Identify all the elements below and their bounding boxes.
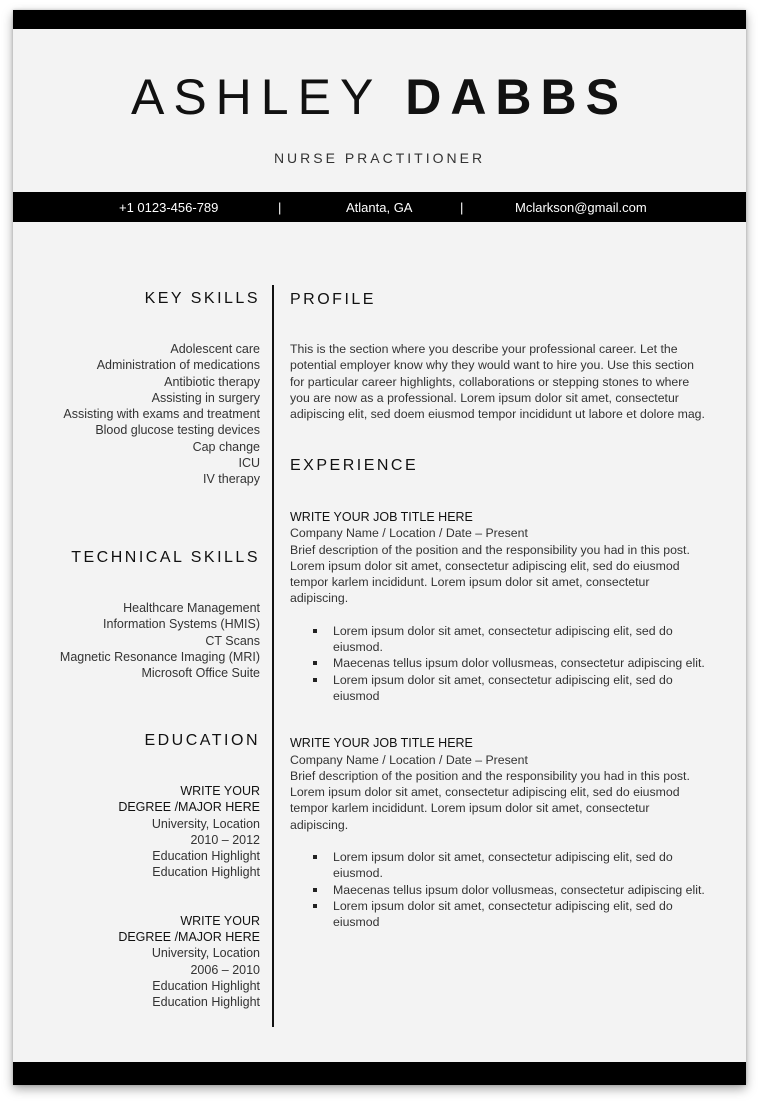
text-line: adipiscing elit, sed doem eiusmod tempor incididunt ut labore et dolore mag. [290,407,705,422]
text-line: tempor karlem incididunt. Lorem ipsum dolor sit amet, consectetur [290,801,650,816]
job-description [290,768,710,833]
contact-separator: | [460,200,464,215]
bullet-text: eiusmod. [333,640,383,655]
text-line: for particular career highlights, collaborations or stepping stones to where [290,374,690,389]
contact-phone: +1 0123-456-789 [119,200,219,215]
list-item: Antibiotic therapy [164,374,260,389]
highlight: Education Highlight [152,865,260,880]
education-entry [33,783,260,881]
profile-text [290,341,710,422]
bullet-text: Maecenas tellus ipsum dolor vollusmeas, consectetur adipiscing elit. [333,882,705,897]
years: 2010 – 2012 [190,832,260,847]
bullet-text: Maecenas tellus ipsum dolor vollusmeas, consectetur adipiscing elit. [333,656,705,671]
list-item: Magnetic Resonance Imaging (MRI) [59,649,260,664]
bullet-item [290,849,710,882]
list-item: Healthcare Management [123,601,260,615]
list-item: Information Systems (HMIS) [103,617,260,632]
job-subtitle: NURSE PRACTITIONER [273,150,486,166]
key-skills-list [33,341,260,488]
highlight: Education Highlight [152,978,260,993]
bullet-text: Lorem ipsum dolor sit amet, consectetur adipiscing elit, sed do [333,672,673,687]
education-entry [33,913,260,1011]
job-bullets [290,623,710,704]
degree-line: WRITE YOUR [180,784,260,798]
years: 2006 – 2010 [190,962,260,977]
contact-location: Atlanta, GA [346,200,413,215]
section-heading: KEY SKILLS [144,290,260,307]
degree-line: WRITE YOUR [180,913,260,928]
bottom-decor-bar [13,1062,746,1085]
bullet-item [290,672,710,705]
list-item: CT Scans [205,633,260,648]
text-line: Lorem ipsum dolor sit amet, consectetur adipiscing elit, sed do eiusmod [290,785,680,800]
bullet-text: eiusmod [333,915,380,930]
text-line: you are now as a professional. Lorem ipsum dolor sit amet, consectetur [290,390,679,405]
job-title: WRITE YOUR JOB TITLE HERE [290,736,473,751]
technical-skills-section [33,549,260,681]
key-skills-section [33,290,260,488]
list-item: IV therapy [203,472,260,487]
job-company: Company Name / Location / Date – Present [290,526,528,541]
section-heading: PROFILE [290,291,376,308]
profile-section [290,291,710,422]
contact-bar [13,192,746,222]
highlight: Education Highlight [152,849,260,864]
degree-line: DEGREE /MAJOR HERE [118,800,260,815]
resume-page [13,10,746,1085]
bullet-item [290,623,710,656]
text-line: Lorem ipsum dolor sit amet, consectetur adipiscing elit, sed do eiusmod [290,558,680,573]
section-heading: EDUCATION [144,732,260,749]
contact-separator: | [278,200,282,215]
highlight: Education Highlight [152,995,260,1010]
text-line: This is the section where you describe your professional career. Let the [290,342,678,356]
list-item: Blood glucose testing devices [95,423,260,438]
bullet-item [290,898,710,931]
bullet-item [290,882,710,898]
education-section [33,732,260,1011]
list-item: Cap change [192,439,260,454]
list-item: Microsoft Office Suite [141,666,260,681]
text-line: potential employer know why they would want to hire you. Use this section [290,358,694,373]
school: University, Location [151,816,260,831]
column-divider [272,285,274,1027]
text-line: Brief description of the position and the responsibility you had in this post. [290,542,690,557]
candidate-name [13,67,746,127]
first-name: ASHLEY [130,69,383,125]
bullet-text: Lorem ipsum dolor sit amet, consectetur adipiscing elit, sed do [333,623,673,638]
bullet-text: eiusmod. [333,866,383,881]
text-line: adipiscing. [290,817,349,832]
degree-line: DEGREE /MAJOR HERE [118,930,260,945]
job-entry [290,735,710,930]
job-entry [290,509,710,704]
job-title: WRITE YOUR JOB TITLE HERE [290,510,473,524]
top-decor-bar [13,10,746,29]
list-item: Adolescent care [170,342,260,356]
bullet-text: Lorem ipsum dolor sit amet, consectetur adipiscing elit, sed do [333,898,673,913]
job-bullets [290,849,710,930]
section-heading: TECHNICAL SKILLS [71,549,260,566]
last-name: DABBS [405,69,629,125]
text-line: adipiscing. [290,591,349,606]
job-description [290,542,710,607]
list-item: Administration of medications [96,358,260,373]
bullet-text: eiusmod [333,688,380,703]
school: University, Location [151,946,260,961]
text-line: tempor karlem incididunt. Lorem ipsum dolor sit amet, consectetur [290,575,650,590]
list-item: Assisting with exams and treatment [63,407,260,422]
list-item: ICU [238,456,260,471]
bullet-text: Lorem ipsum dolor sit amet, consectetur adipiscing elit, sed do [333,850,673,865]
list-item: Assisting in surgery [151,390,260,405]
bullet-item [290,655,710,671]
section-heading: EXPERIENCE [290,457,419,474]
text-line: Brief description of the position and the responsibility you had in this post. [290,768,690,783]
experience-section [290,457,710,931]
technical-skills-list [33,600,260,681]
job-company: Company Name / Location / Date – Present [290,752,528,767]
contact-email: Mclarkson@gmail.com [515,200,647,215]
